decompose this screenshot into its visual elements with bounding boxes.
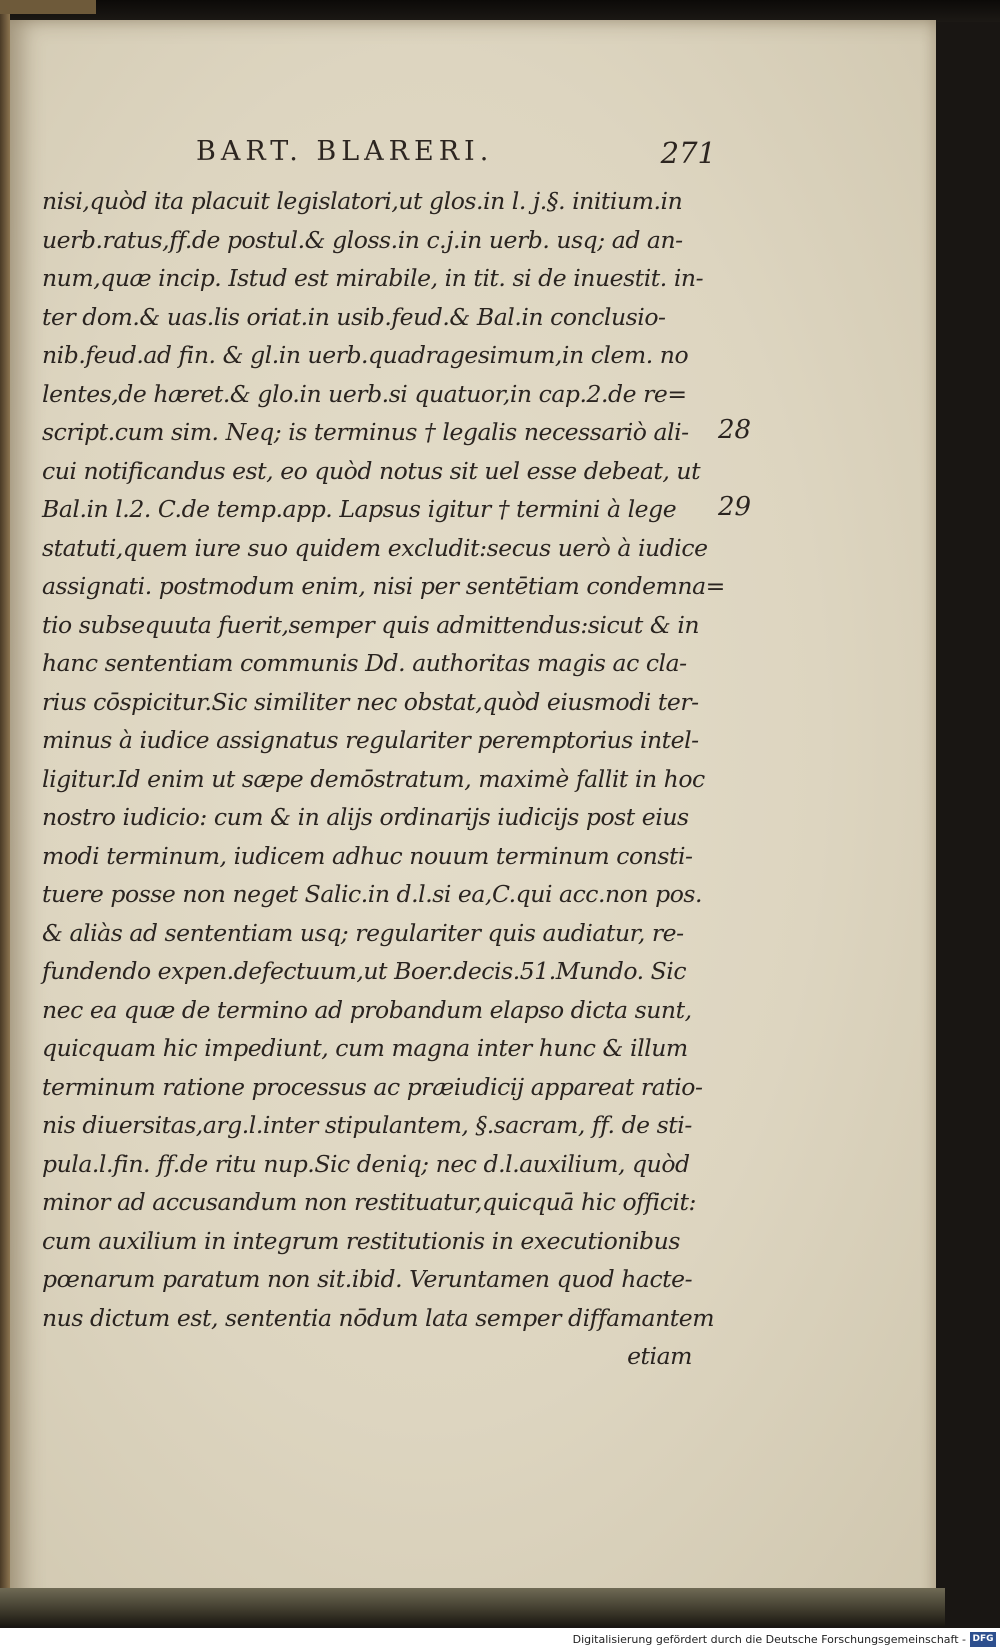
text-line: ter dom.& uas.lis oriat.in usib.feud.& Bal.in conclusio-: [42, 302, 666, 331]
binding-edge: [0, 0, 96, 14]
text-line: nisi,quòd ita placuit legislatori,ut glos.in l. j.§. initium.in: [42, 187, 683, 215]
text-line: lentes,de hæret.& glo.in uerb.si quatuor,in cap.2.de re=: [42, 379, 687, 408]
text-line: minus à iudice assignatus regulariter peremptorius intel-: [42, 726, 699, 754]
text-line: Bal.in l.2. C.de temp.app. Lapsus igitur † termini à lege: [42, 495, 677, 523]
text-line: rius cōspicitur.Sic similiter nec obstat,quòd eiusmodi ter-: [42, 687, 699, 716]
text-line: quicquam hic impediunt, cum magna inter hunc & illum: [42, 1034, 688, 1062]
text-line: hanc sententiam communis Dd. authoritas magis ac cla-: [42, 649, 687, 677]
margin-number: 28: [718, 415, 752, 445]
running-head: BART. BLARERI.: [196, 136, 494, 167]
text-line: minor ad accusandum non restituatur,quicquā hic officit:: [42, 1188, 696, 1216]
text-line: nib.feud.ad fin. & gl.in uerb.quadragesimum,in clem. no: [42, 341, 689, 369]
page-number: 271: [660, 136, 716, 170]
text-line: cui notificandus est, eo quòd notus sit uel esse debeat, ut: [42, 456, 701, 485]
scan-top-edge: [0, 0, 1000, 22]
book-spine: [0, 14, 10, 1619]
text-line: nis diuersitas,arg.l.inter stipulantem, §.sacram, ff. de sti-: [42, 1111, 692, 1139]
text-line: terminum ratione processus ac præiudicij appareat ratio-: [42, 1072, 703, 1101]
digitization-credit-bar: [0, 1628, 1000, 1652]
scan-bottom-edge: [0, 1588, 945, 1626]
page-header: [196, 136, 716, 176]
margin-number: 29: [718, 492, 752, 522]
digitization-credit: Digitalisierung gefördert durch die Deutsche Forschungsgemeinschaft -: [572, 1633, 966, 1646]
text-line: nec ea quæ de termino ad probandum elapso dicta sunt,: [42, 995, 692, 1024]
dfg-logo-icon: DFG: [970, 1632, 996, 1647]
text-line: num,quæ incip. Istud est mirabile, in tit. si de inuestit. in-: [42, 264, 704, 292]
text-line: tuere posse non neget Salic.in d.l.si ea,C.qui acc.non pos.: [42, 880, 703, 908]
text-line: modi terminum, iudicem adhuc nouum terminum consti-: [42, 841, 693, 870]
text-line: assignati. postmodum enim, nisi per sentētiam condemna=: [42, 572, 725, 600]
text-line: pula.l.fin. ff.de ritu nup.Sic deniq; nec d.l.auxilium, quòd: [42, 1149, 690, 1178]
text-line: nostro iudicio: cum & in alijs ordinarijs iudicijs post eius: [42, 803, 689, 831]
text-line: & aliàs ad sententiam usq; regulariter quis audiatur, re-: [42, 918, 684, 947]
text-line: fundendo expen.defectuum,ut Boer.decis.51.Mundo. Sic: [42, 957, 687, 985]
text-line: ligitur.Id enim ut sæpe demōstratum, maximè fallit in hoc: [42, 764, 705, 793]
text-line: nus dictum est, sententia nōdum lata semper diffamantem: [42, 1303, 715, 1332]
text-line: cum auxilium in integrum restitutionis in executionibus: [42, 1226, 680, 1255]
text-line: script.cum sim. Neq; is terminus † legalis necessariò ali-: [42, 418, 689, 446]
text-line: tio subsequuta fuerit,semper quis admittendus:sicut & in: [42, 610, 700, 639]
text-line: statuti,quem iure suo quidem excludit:secus uerò à iudice: [42, 533, 708, 562]
text-line: uerb.ratus,ff.de postul.& gloss.in c.j.in uerb. usq; ad an-: [42, 225, 683, 254]
catchword: etiam: [627, 1342, 692, 1370]
text-line: pœnarum paratum non sit.ibid. Veruntamen quod hacte-: [42, 1265, 693, 1293]
body-text: [42, 182, 725, 1376]
